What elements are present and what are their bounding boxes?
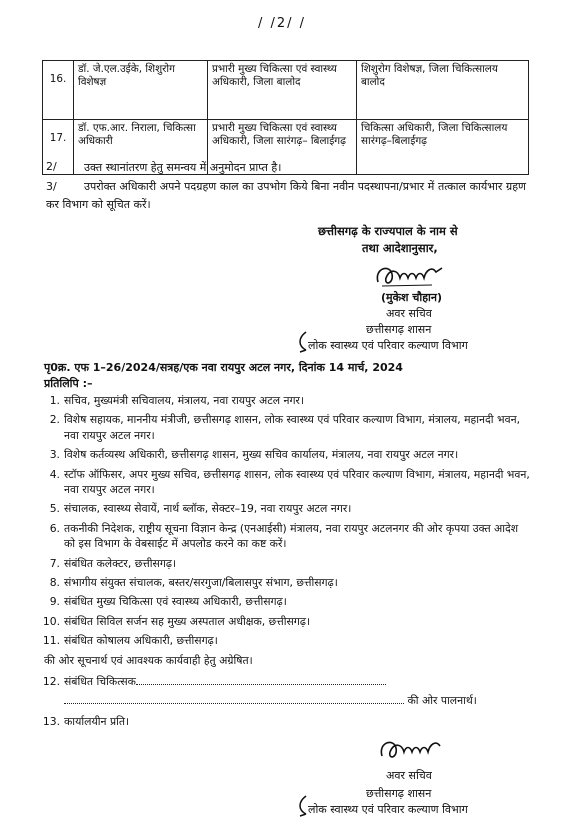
signature-image-2 [376,734,456,764]
para3-number: 3/ [46,180,57,193]
fill-in-line [136,684,386,685]
table-cell-current-post: प्रभारी मुख्य चिकित्सा एवं स्वास्थ्य अधिकारी, जिला बालोद [208,61,357,120]
list-item [42,575,532,590]
reference-line: पृ0क्र. एफ 1–26/2024/सत्रह/एक नवा रायपुर अटल नगर, दिनांक 14 मार्च, 2024 [44,361,403,374]
transfer-table [42,60,529,175]
list-item-number: 4. [49,467,60,481]
list-item-text: संभागीय संयुक्त संचालक, बस्तर/सरगुजा/बिलासपुर संभाग, छत्तीसगढ़। [64,576,338,590]
table-cell-name: डॉ. जे.एल.उईके, शिशुरोग विशेषज्ञ [74,61,208,120]
signer-government: छत्तीसगढ़ शासन [366,323,432,336]
list-item-text: संचालक, स्वास्थ्य सेवायें, नार्थ ब्लॉक, सेक्टर–19, नवा रायपुर अटल नगर। [64,502,352,516]
list-item-number: 2. [49,413,60,427]
table-cell-new-post: चिकित्सा अधिकारी, जिला चिकित्सालय सारंगढ़–बिलाईगढ़ [357,120,529,175]
list-item [42,614,532,629]
signer-name: (मुकेश चौहान) [381,291,443,304]
list-item-number: 11. [42,634,60,648]
table-row [43,61,529,120]
list-item-number: 1. [49,394,60,407]
list-item-number: 9. [49,595,60,609]
signer-title: अवर सचिव [386,307,432,320]
copy-heading: प्रतिलिपि :– [44,377,93,390]
table-cell-new-post: शिशुरोग विशेषज्ञ, जिला चिकित्सालय बालोद [357,61,529,120]
para2-number: 2/ [46,160,57,173]
list-item [42,521,532,552]
table-cell-sno: 16. [43,61,74,120]
list-item-number: 12. [42,675,60,689]
signer2-government: छत्तीसगढ़ शासन [366,787,432,800]
list-item-number: 7. [49,556,60,570]
table-cell-name: डॉ. एफ.आर. निराला, चिकित्सा अधिकारी [74,120,208,175]
list-item-text: स्टॉफ ऑफिसर, अपर मुख्य सचिव, छत्तीसगढ़ शासन, लोक स्वास्थ्य एवं परिवार कल्याण विभाग, मंत्रालय, महानदी भवन, नवा रायपुर अटल नगर। [64,467,530,497]
table-cell-current-post: प्रभारी मुख्य चिकित्सा एवं स्वास्थ्य अधिकारी, जिला सारंगढ़– बिलाईगढ़ [208,120,357,175]
list-item-number: 6. [49,521,60,535]
para2-text: उक्त स्थानांतरण हेतु समन्वय में अनुमोदन प्राप्त है। [84,161,282,174]
list-item-text: संबंधित मुख्य चिकित्सा एवं स्वास्थ्य अधिकारी, छत्तीसगढ़। [64,595,287,609]
list-item-number: 5. [49,502,60,516]
list-item-text: संबंधित कोषालय अधिकारी, छत्तीसगढ़। [64,634,218,648]
list-item-text: तकनीकी निदेशक, राष्ट्रीय सूचना विज्ञान केन्द्र (एनआईसी) मंत्रालय, नवा रायपुर अटलनगर की ओर कृपया उक्त आदेश को इस विभाग के वेबसाईट में अपलोड करने का कष्ट करें। [64,521,519,551]
list-item [42,674,532,689]
list-item-text: संबंधित कलेक्टर, छत्तीसगढ़। [64,556,177,570]
list-item-continuation [42,693,532,708]
table-cell-sno: 17. [43,120,74,175]
para3-text: उपरोक्त अधिकारी अपने पदग्रहण काल का उपभोग किये बिना नवीन पदस्थापना/प्रभार में तत्काल कार्यभार ग्रहण कर विभाग को सूचित करें। [46,180,526,211]
signer2-department: लोक स्वास्थ्य एवं परिवार कल्याण विभाग [308,803,468,816]
list-item-text: सचिव, मुख्यमंत्री सचिवालय, मंत्रालय, नवा रायपुर अटल नगर। [64,394,305,407]
list-item [42,556,532,571]
list-item [42,501,532,516]
list-item-number: 8. [49,576,60,590]
list-item-number: 10. [42,614,60,628]
list-item [42,594,532,609]
order-line-2: तथा आदेशानुसार, [362,241,438,255]
list-item-text: विशेष कर्तव्यस्थ अधिकारी, छत्तीसगढ़ शासन, मुख्य सचिव कार्यालय, मंत्रालय, नवा रायपुर अटल नगर। [64,448,459,462]
list-item [42,393,532,408]
list-item-text: संबंधित चिकित्सक [64,675,136,689]
list-item-text: विशेष सहायक, माननीय मंत्रीजी, छत्तीसगढ़ शासन, लोक स्वास्थ्य एवं परिवार कल्याण विभाग, मंत्रालय, महानदी भवन, नवा रायपुर अटल नगर। [64,413,521,442]
signer2-title: अवर सचिव [386,769,432,782]
signer-department: लोक स्वास्थ्य एवं परिवार कल्याण विभाग [308,339,468,352]
list-item [42,447,532,462]
list-item-text: संबंधित सिविल सर्जन सह मुख्य अस्पताल अधीक्षक, छत्तीसगढ़। [64,614,311,628]
list-item [42,633,532,648]
action-line: की ओर सूचनार्थ एवं आवश्यक कार्यवाही हेतु अग्रेषित। [44,653,253,667]
list-item [42,467,532,498]
item12-tail: की ओर पालनार्थ। [407,693,477,707]
list-item-text: कार्यालयीन प्रति। [64,714,130,728]
fill-in-line [64,703,404,704]
list-item [42,714,532,729]
order-line-1: छत्तीसगढ़ के राज्यपाल के नाम से [318,224,458,238]
signature-image [372,258,452,292]
copy-list [42,393,532,733]
page-number: / /2/ / [258,16,307,31]
list-item-number: 13. [42,714,60,728]
list-item [42,412,532,443]
list-item-number: 3. [49,448,60,462]
